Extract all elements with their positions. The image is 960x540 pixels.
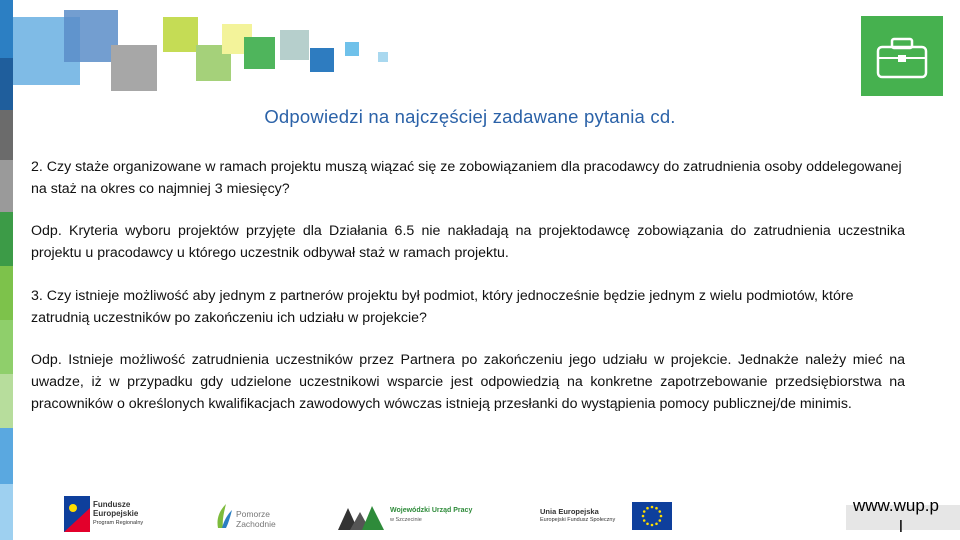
logo-ue-line1: Unia Europejska [540,507,599,516]
question-2: 2. Czy staże organizowane w ramach projektu muszą wiązać się ze zobowiązaniem dla pracodawcy do zatrudnienia osoby oddelegowanej na staż na okres co najmniej 3 miesięcy? [31,159,902,197]
logo-wup-line2: w Szczecinie [390,517,422,523]
question-3: 3. Czy istnieje możliwość aby jednym z partnerów projektu był podmiot, który jednocześnie będzie jednym z wielu podmiotów, które zatrudnią uczestników po zakończeniu ich udziału w projekcie? [31,288,854,326]
logo-wup-szczecin [336,500,486,532]
answer-text: Istnieje możliwość zatrudnienia uczestników przez Partnera po zakończeniu jego udziału w projekcie. Jednakże należy mieć na uwadze, iż w przypadku gdy udzielone uczestnikowi wsparcie jest odpowiedzią na konkretne zapotrzebowanie przedsiębiorstwa na pracowników o określonych kwalifikacjach zawodowych wówczas istnieją przesłanki do wystąpienia pomocy publicznej/de minimis. [31,352,905,412]
pz-emblem-icon [212,500,234,530]
header-badge [861,16,943,96]
answer-prefix: Odp. [31,352,62,368]
answer-text: Kryteria wyboru projektów przyjęte dla Działania 6.5 nie nakładają na projektodawcę zobowiązania do zatrudnienia uczestnika projektu u pracodawcy u którego uczestnik odbywał staż w ramach projektu. [31,223,905,261]
logo-fundusze-europejskie [64,494,164,534]
answer-prefix: Odp. [31,223,62,239]
logo-pz-line1: Pomorze [236,509,271,519]
logo-pz-line2: Zachodnie [236,519,276,529]
logo-fe-line2: Europejskie [93,509,139,518]
logo-pomorze-zachodnie [212,500,282,532]
decorative-sidebar [0,0,13,540]
briefcase-icon [861,16,943,96]
wup-emblem-icon [336,502,386,530]
logo-fe-line1: Fundusze [93,500,131,509]
fe-emblem-icon [64,496,90,532]
page-title: Odpowiedzi na najczęściej zadawane pytania cd. [264,106,676,127]
logo-wup-line1: Wojewódzki Urząd Pracy [390,507,473,514]
logo-unia-europejska [540,502,680,532]
website-url-tail[interactable]: l [899,517,903,536]
answer-3 [31,349,905,415]
answer-2 [31,220,905,264]
eu-flag-icon [632,502,672,530]
logo-ue-line2: Europejski Fundusz Społeczny [540,517,616,523]
logo-fe-line3: Program Regionalny [93,520,144,526]
website-url[interactable]: www.wup.p [853,496,939,515]
